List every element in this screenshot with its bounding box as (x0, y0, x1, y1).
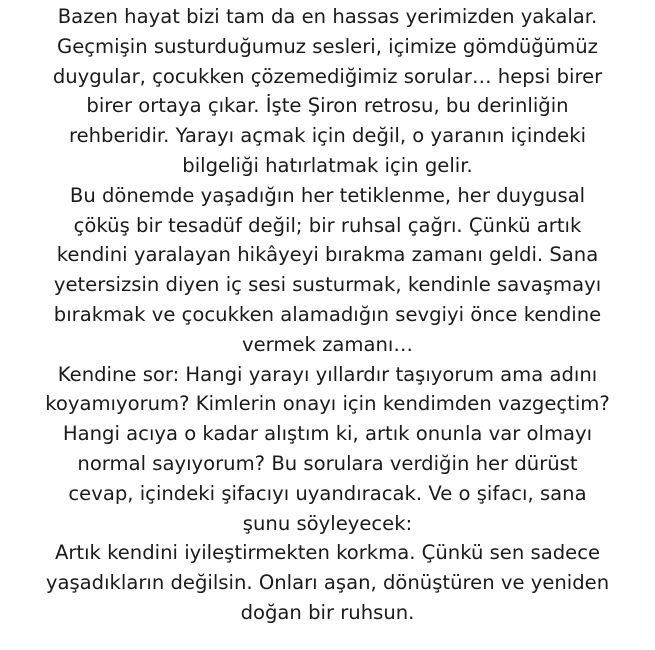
text-line: vermek zamanı… (242, 332, 413, 356)
text-line: bırakmak ve çocukken alamadığın sevgiyi önce kendine (53, 302, 602, 326)
text-line: kendini yaralayan hikâyeyi bırakma zamanı geldi. Sana (56, 243, 599, 267)
text-line: birer ortaya çıkar. İşte Şiron retrosu, bu derinliğin (86, 94, 569, 118)
text-line: cevap, içindeki şifacıyı uyandıracak. Ve o şifacı, sana (68, 481, 587, 505)
text-line: doğan bir ruhsun. (240, 600, 415, 624)
text-line: yaşadıkların değilsin. Onları aşan, dönüştüren ve yeniden (45, 571, 610, 595)
text-line: bilgeliği hatırlatmak için gelir. (182, 153, 473, 177)
text-line: Geçmişin susturduğumuz sesleri, içimize gömdüğümüz (57, 34, 598, 58)
text-line: Artık kendini iyileştirmekten korkma. Çünkü sen sadece (54, 541, 601, 565)
text-line: şunu söyleyecek: (242, 511, 413, 535)
text-line: duygular, çocukken çözemediğimiz sorular… hepsi birer (52, 64, 603, 88)
text-line: Bu dönemde yaşadığın her tetiklenme, her duygusal (69, 183, 586, 207)
text-line: rehberidir. Yarayı açmak için değil, o yaranın içindeki (68, 124, 587, 148)
text-line: normal sayıyorum? Bu sorulara verdiğin her dürüst (77, 451, 578, 475)
text-line: koyamıyorum? Kimlerin onayı için kendimden vazgeçtim? (45, 392, 610, 416)
text-line: Kendine sor: Hangi yarayı yıllardır taşıyorum ama adını (57, 362, 598, 386)
text-line: Bazen hayat bizi tam da en hassas yerimizden yakalar. (57, 5, 598, 28)
text-line: yetersizsin diyen iç sesi susturmak, kendinle savaşmayı (53, 273, 602, 297)
document-body (0, 2, 655, 628)
text-line: çöküş bir tesadüf değil; bir ruhsal çağrı. Çünkü artık (73, 213, 582, 237)
text-line: Hangi acıya o kadar alıştım ki, artık onunla var olmayı (62, 422, 593, 446)
